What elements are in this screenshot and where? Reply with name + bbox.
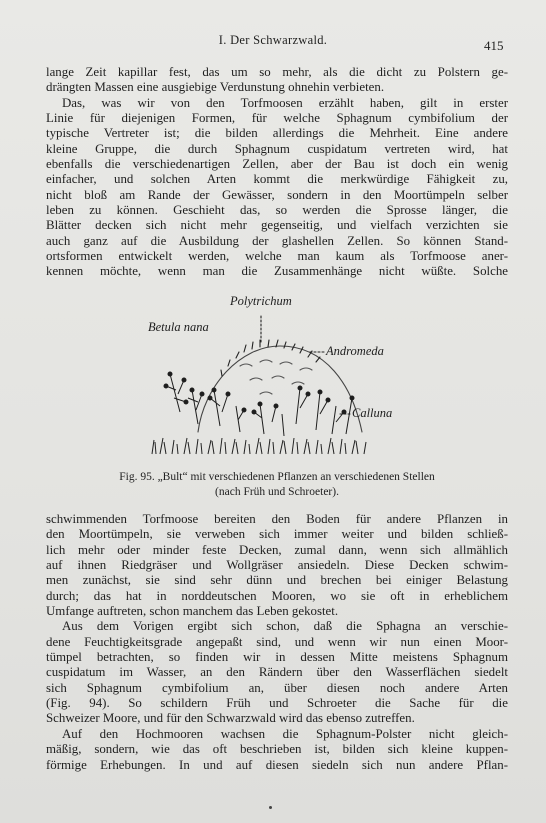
page-number: 415 (484, 38, 504, 53)
text-line: auf ihnen Riedgräser und Wollgräser ansiedeln. Diese Decken schwim- (46, 558, 508, 573)
text-line: nicht bloß am Rande der Gewässer, sondern in den Moortümpeln selber (46, 187, 508, 202)
text-line: ortsformen entwickelt werden, welche man kaum als Torfmoose aner- (46, 249, 508, 264)
shrubs (164, 372, 354, 436)
text-line: kennen möchte, wenn man die Zusammenhänge nicht wüßte. Solche (46, 264, 508, 279)
text-line: men zunächst, sie sind sehr dünn und brechen bei einiger Belastung (46, 573, 508, 588)
text-line: drängten Massen eine ausgiebige Verdunstung ohnehin verbieten. (46, 80, 385, 95)
text-line: durch; das hat in norddeutschen Mooren, wo sie oft in erheblichem (46, 588, 508, 603)
text-line: (Fig. 94). So schildern Früh und Schroeter die Sache für die (46, 696, 508, 711)
figure-caption (46, 470, 508, 500)
figure-bult-illustration (140, 294, 420, 464)
text-line: Linie für diejenigen Formen, für welche Sphagnum cymbifolium der (46, 111, 508, 126)
caption-line: Fig. 95. „Bult“ mit verschiedenen Pflanzen an verschiedenen Stellen (119, 471, 435, 483)
text-line: schwimmenden Torfmoose bereiten den Boden für andere Pflanzen in (46, 512, 508, 526)
text-line: kleine Gruppe, die durch Sphagnum cuspidatum vertreten wird, hat (46, 141, 508, 156)
text-line: typische Vertreter ist; die bilden allerdings die Mehrheit. Eine andere (46, 126, 508, 141)
text-line: Das, was wir von den Torfmoosen erzählt haben, gilt in erster (62, 95, 508, 110)
text-line: leben zu können. Geschieht das, so werden die Sprosse länger, die (46, 203, 508, 218)
text-line: lich mehr oder minder feste Decken, zumal dann, wenn sich allmählich (46, 542, 508, 557)
label-polytrichum: Polytrichum (230, 294, 292, 308)
grass-base (152, 438, 366, 454)
text-line: tümpel betrachten, so finden wir in dessen Mitte meistens Sphagnum (46, 650, 508, 665)
text-line: sich Sphagnum cymbifolium an, über diesen noch andere Arten (46, 680, 508, 695)
text-line: Blätter decken sich nicht mehr gegenseitig, und vielfach verzichten sie (46, 218, 508, 233)
text-line: förmige Erhebungen. In und auf diesen siedeln sich nun andere Pflan- (46, 757, 508, 772)
print-speck (269, 806, 272, 809)
text-line: lange Zeit kapillar fest, das um so mehr, als die dicht zu Polstern ge- (46, 65, 508, 79)
caption-line: (nach Früh und Schroeter). (215, 486, 339, 498)
text-line: einfacher, und solchen Arten kommt die merkwürdige Fähigkeit zu, (46, 172, 508, 187)
text-line: Auf den Hochmooren wachsen die Sphagnum-Polster nicht gleich- (62, 726, 508, 741)
text-line: auch ganz auf die Ausbildung der glashellen Zellen. So können Stand- (46, 233, 508, 248)
label-andromeda: Andromeda (326, 344, 384, 358)
running-head: I. Der Schwarzwald. (218, 33, 328, 47)
body-text-lower (46, 512, 508, 773)
text-line: Umfange auftreten, schon manchem das Leben gekostet. (46, 604, 339, 619)
text-line: den Moortümpeln, sie verweben sich immer weiter und bilden schließ- (46, 527, 508, 542)
body-text-upper (46, 65, 508, 280)
label-betula-nana: Betula nana (148, 320, 209, 334)
text-line: Schweizer Moore, und für den Schwarzwald wird das ebenso zutreffen. (46, 711, 415, 726)
text-line: Aus dem Vorigen ergibt sich schon, daß die Sphagna an verschie- (62, 619, 508, 634)
text-line: mäßig, sondern, wie das oft beschrieben ist, bilden sich kleine kuppen- (46, 742, 508, 757)
label-calluna: Calluna (352, 406, 393, 420)
text-line: dene Feuchtigkeitsgrade angepaßt sind, und wenn wir nun einen Moor- (46, 634, 508, 649)
moss-texture (221, 340, 320, 376)
text-line: cuspidatum im Wasser, an den Rändern über den Wasserflächen siedelt (46, 665, 508, 680)
text-line: ebenfalls die verschiedenartigen Zellen, aber der Bau ist doch ein wenig (46, 157, 508, 172)
